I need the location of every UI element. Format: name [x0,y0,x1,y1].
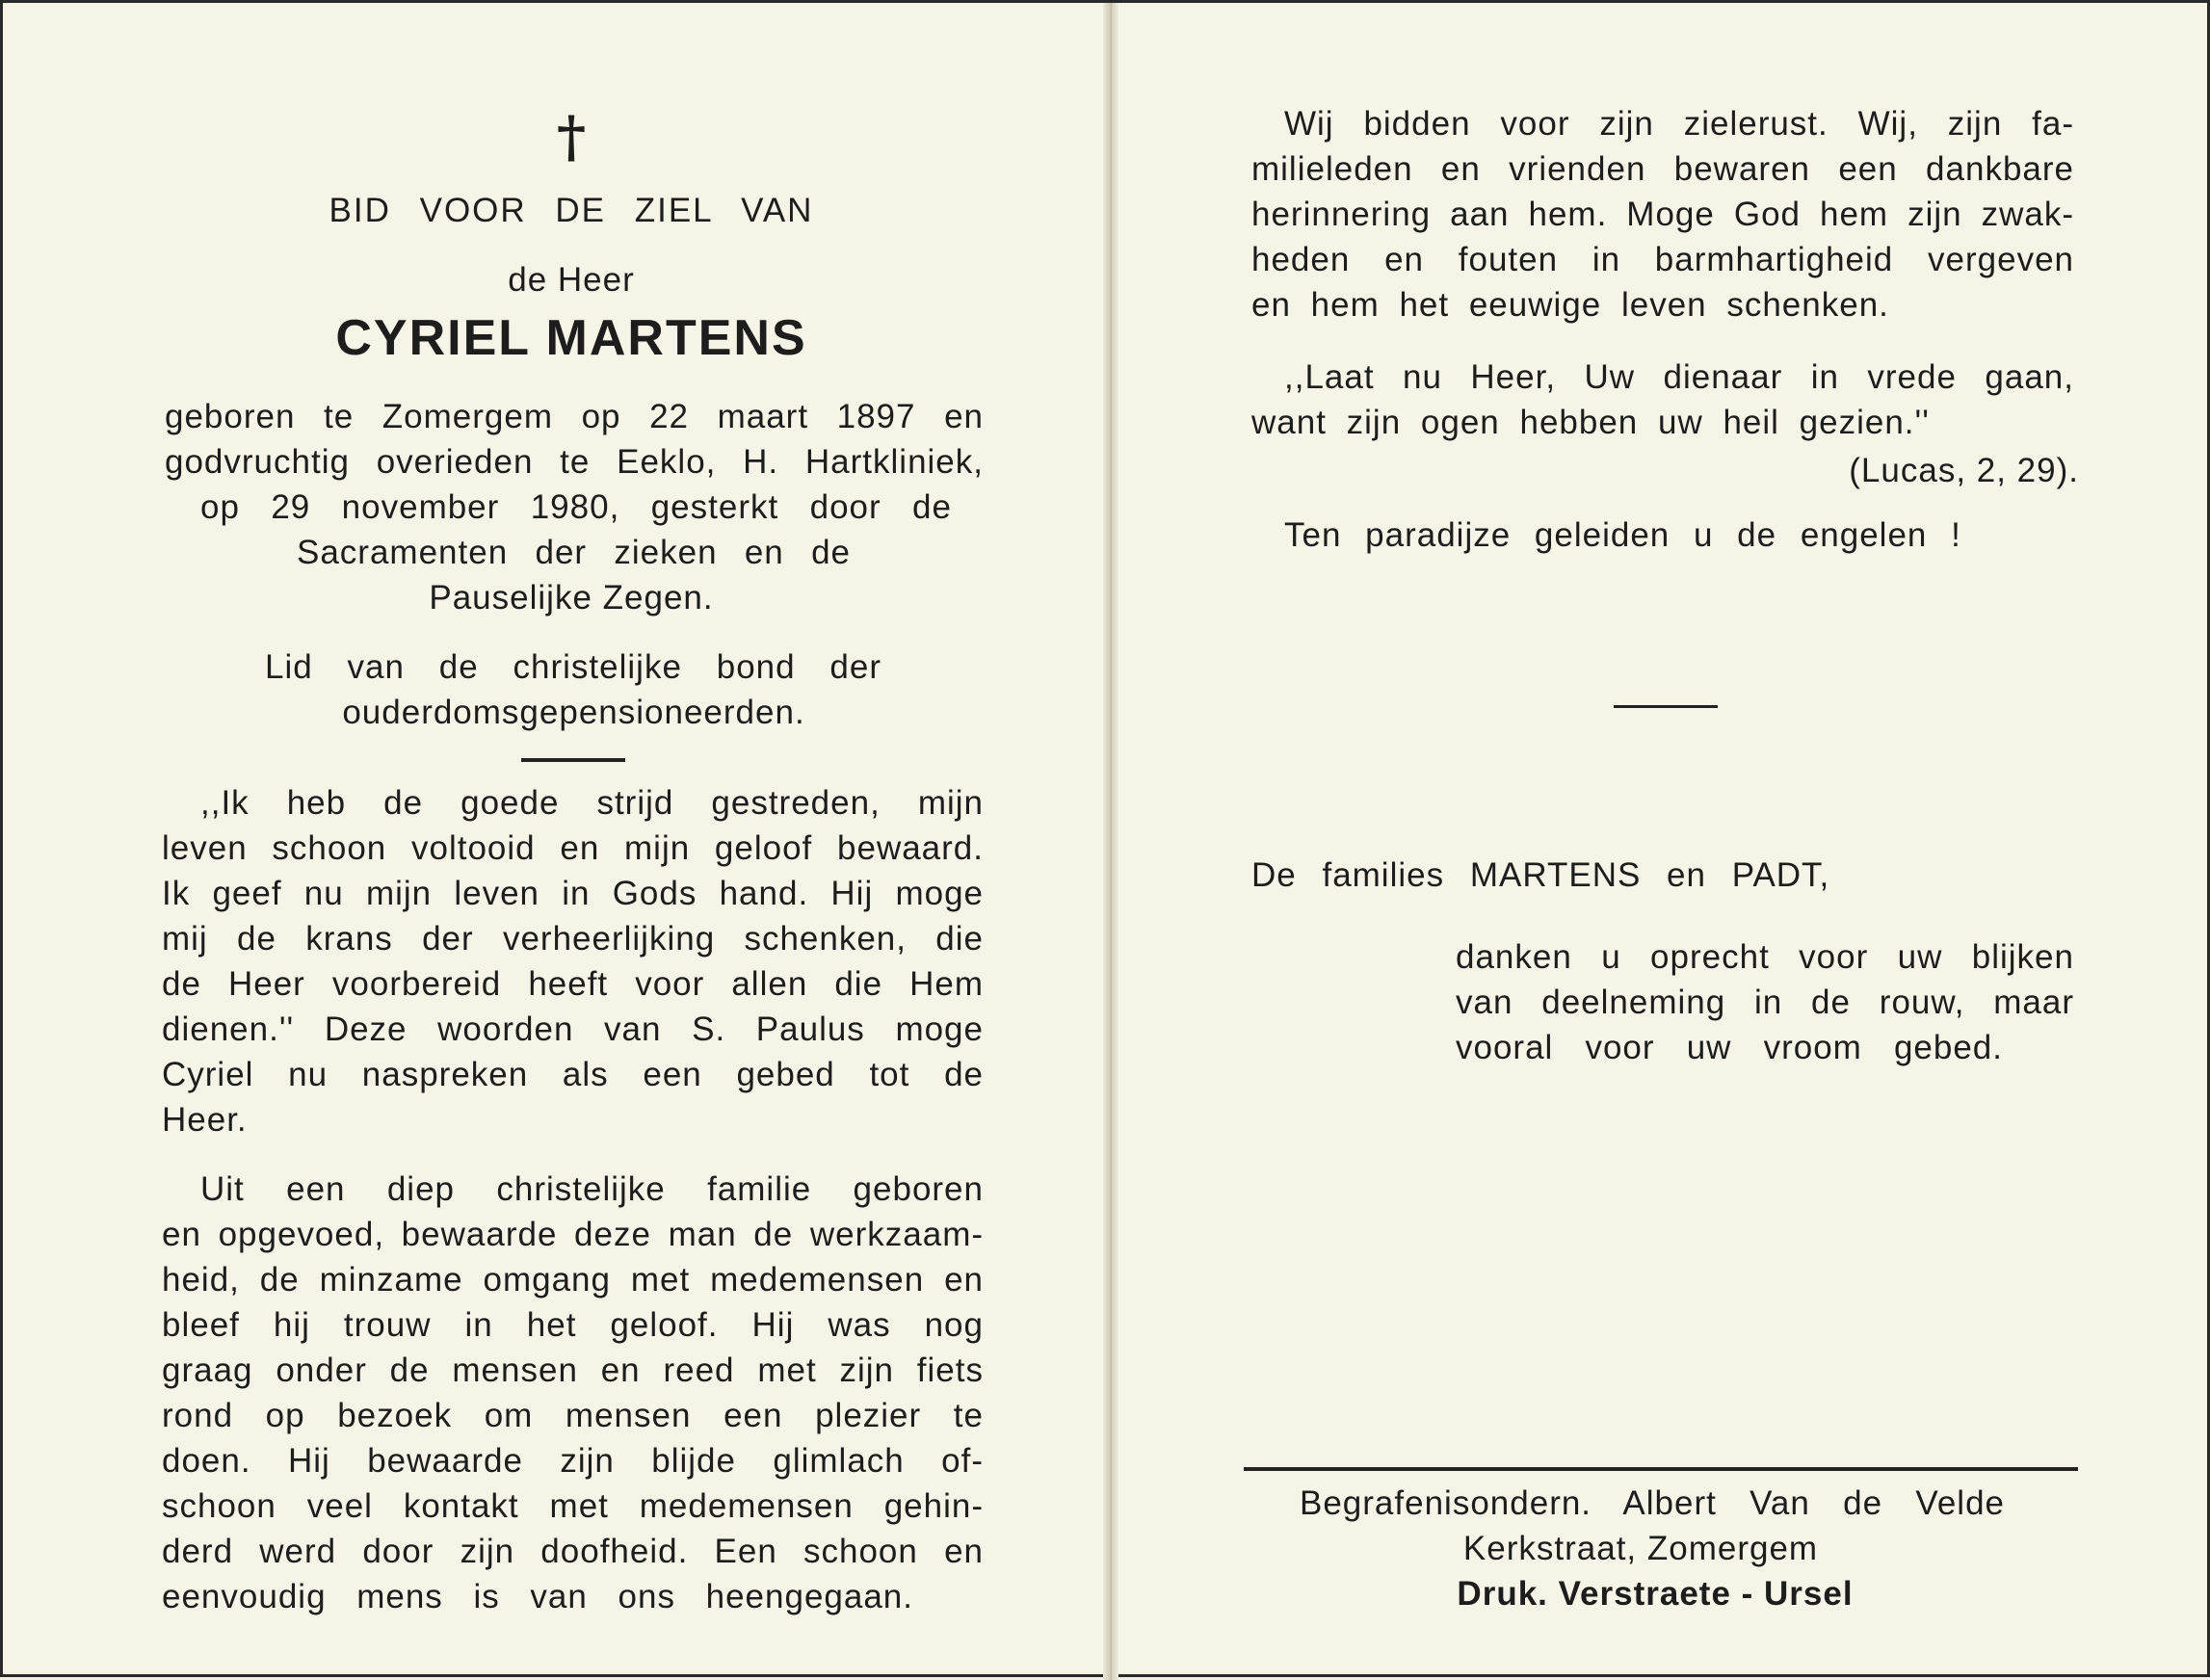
bio-line: godvruchtig overieden te Eeklo, H. Hartkliniek, [165,443,984,481]
printer: Druk. Verstraete - Ursel [1457,1575,1854,1613]
bio-line: geboren te Zomergem op 22 maart 1897 en [165,398,984,435]
story-line: Uit een diep christelijke familie geboren [200,1170,984,1208]
story-line: heid, de minzame omgang met medemensen en [162,1261,984,1299]
story-line: eenvoudig mens is van ons heengegaan. [162,1578,913,1615]
member-line: Lid van de christelijke bond der [265,648,881,686]
prayer-line: en hem het eeuwige leven schenken. [1251,286,1889,324]
story-line: rond op bezoek om mensen een plezier te [162,1397,984,1434]
prayer-line: milieleden en vrienden bewaren een dankbare [1251,150,2074,188]
verse-line: want zijn ogen hebben uw heil gezien.'' [1251,404,1930,441]
quote-line: leven schoon voltooid en mijn geloof bewaard. [162,829,984,867]
quote-line: ,,Ik heb de goede strijd gestreden, mijn [200,784,984,822]
verse-reference: (Lucas, 2, 29). [1849,452,2079,489]
prayer-line: herinnering aan hem. Moge God hem zijn zwak- [1251,196,2074,233]
quote-line: mij de krans der verheerlijking schenken, die [162,920,984,958]
quote-line: Heer. [162,1101,248,1139]
quote-line: dienen.'' Deze woorden van S. Paulus moge [162,1011,984,1048]
angels-line: Ten paradijze geleiden u de engelen ! [1284,516,1961,554]
quote-line: de Heer voorbereid heeft voor allen die Hem [162,965,984,1003]
quote-line: Cyriel nu naspreken als een gebed tot de [162,1056,984,1093]
story-line: doen. Hij bewaarde zijn blijde glimlach of- [162,1442,984,1480]
quote-line: Ik geef nu mijn leven in Gods hand. Hij moge [162,875,984,912]
divider [1614,705,1718,708]
bio-line: Pauselijke Zegen. [429,579,714,617]
footer-rule [1244,1467,2078,1471]
left-panel [3,3,1111,1680]
thanks-line: danken u oprecht voor uw blijken [1456,938,2074,976]
thanks-line: van deelneming in de rouw, maar [1456,984,2074,1021]
right-panel [1111,3,2210,1680]
story-line: schoon veel kontakt met medemensen gehin- [162,1487,984,1525]
honorific: de Heer [508,261,635,299]
bio-line: Sacramenten der zieken en de [297,534,851,571]
families-line: De families MARTENS en PADT, [1251,856,1830,894]
cross-icon: † [556,104,587,170]
story-line: graag onder de mensen en reed met zijn fiets [162,1352,984,1389]
heading: BID VOOR DE ZIEL VAN [329,192,814,229]
divider [521,758,625,762]
address: Kerkstraat, Zomergem [1462,1530,1819,1567]
verse-line: ,,Laat nu Heer, Uw dienaar in vrede gaan, [1284,358,2074,396]
story-line: derd werd door zijn doofheid. Een schoon en [162,1533,984,1570]
story-line: bleef hij trouw in het geloof. Hij was nog [162,1306,984,1344]
prayer-line: Wij bidden voor zijn zielerust. Wij, zijn fa- [1284,105,2074,143]
thanks-line: vooral voor uw vroom gebed. [1456,1029,2003,1066]
deceased-name: CYRIEL MARTENS [335,310,807,366]
story-line: en opgevoed, bewaarde deze man de werkzaam- [162,1216,984,1253]
undertaker: Begrafenisondern. Albert Van de Velde [1300,1484,2005,1522]
prayer-line: heden en fouten in barmhartigheid vergeven [1251,241,2074,278]
member-line: ouderdomsgepensioneerden. [342,694,805,731]
bio-line: op 29 november 1980, gesterkt door de [200,488,952,526]
